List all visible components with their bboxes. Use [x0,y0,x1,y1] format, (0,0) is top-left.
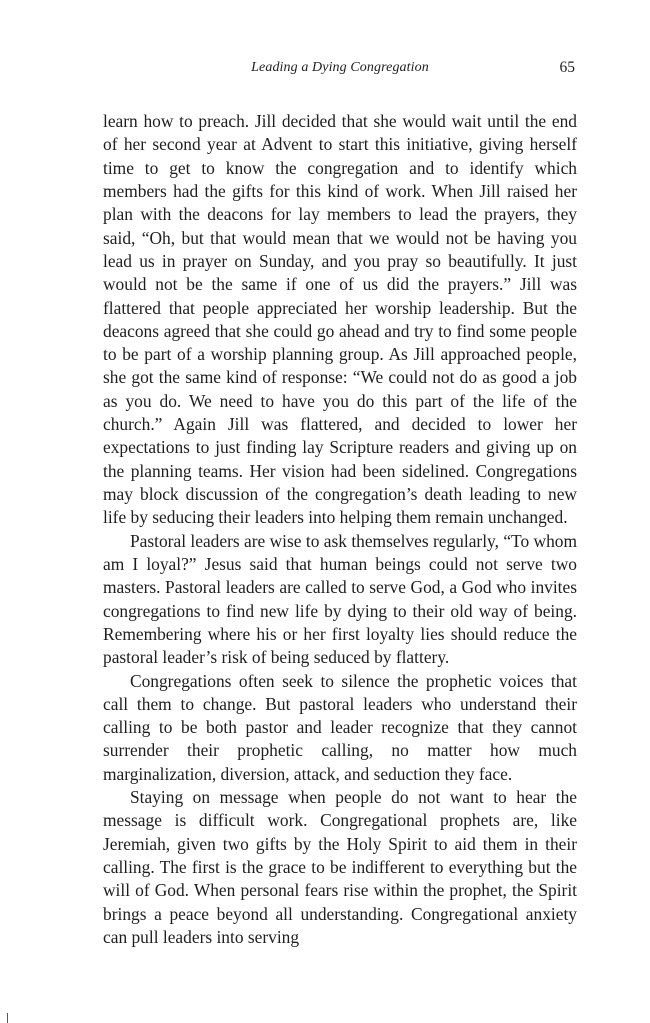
page-header [103,60,577,82]
paragraph-staying-on-message: Staying on message when people do not want to hear the message is difficult work. Congregational prophets are, like Jeremiah, given two gifts by the Holy Spirit to aid them in their calling. The first is the grace to be indifferent to everything but the will of God. When personal fears rise within the prophet, the Spirit brings a peace beyond all understanding. Congregational anxiety can pull leaders into serving [103,787,577,947]
crop-mark [7,1013,8,1023]
paragraph-continued: learn how to preach. Jill decided that she would wait until the end of her second year at Advent to start this initiative, giving herself time to get to know the congregation and to identify which members had the gifts for this kind of work. When Jill raised her plan with the deacons for lay members to lead the prayers, they said, “Oh, but that would mean that we would not be having you lead us in prayer on Sunday, and you pray so beautifully. It just would not be the same if one of us did the prayers.” Jill was flattered that people appreciated her worship leadership. But the deacons agreed that she could go ahead and try to find some people to be part of a worship planning group. As Jill approached people, she got the same kind of response: “We could not do as good a job as you do. We need to have you do this part of the life of the church.” Again Jill was flattered, and decided to lower her expectations to just finding lay Scripture readers and giving up on the planning teams. Her vision had been sidelined. Congregations may block discussion of the congregation’s death leading to new life by seducing their leaders into helping them remain unchanged. [103,111,577,528]
body-text [103,110,577,949]
paragraph-loyalty: Pastoral leaders are wise to ask themselves regularly, “To whom am I loyal?” Jesus said that human beings could not serve two masters. Pastoral leaders are called to serve God, a God who invites congregations to find new life by dying to their old way of being. Remembering where his or her first loyalty lies should reduce the pastoral leader’s risk of being seduced by flattery. [103,530,577,668]
paragraph-prophetic-voices: Congregations often seek to silence the prophetic voices that call them to change. But pastoral leaders who understand their calling to be both pastor and leader recognize that they cannot surrender their prophetic calling, no matter how much marginalization, diversion, attack, and seduction they face. [103,670,577,784]
page-number: 65 [559,59,575,76]
running-head: Leading a Dying Congregation [251,60,429,75]
